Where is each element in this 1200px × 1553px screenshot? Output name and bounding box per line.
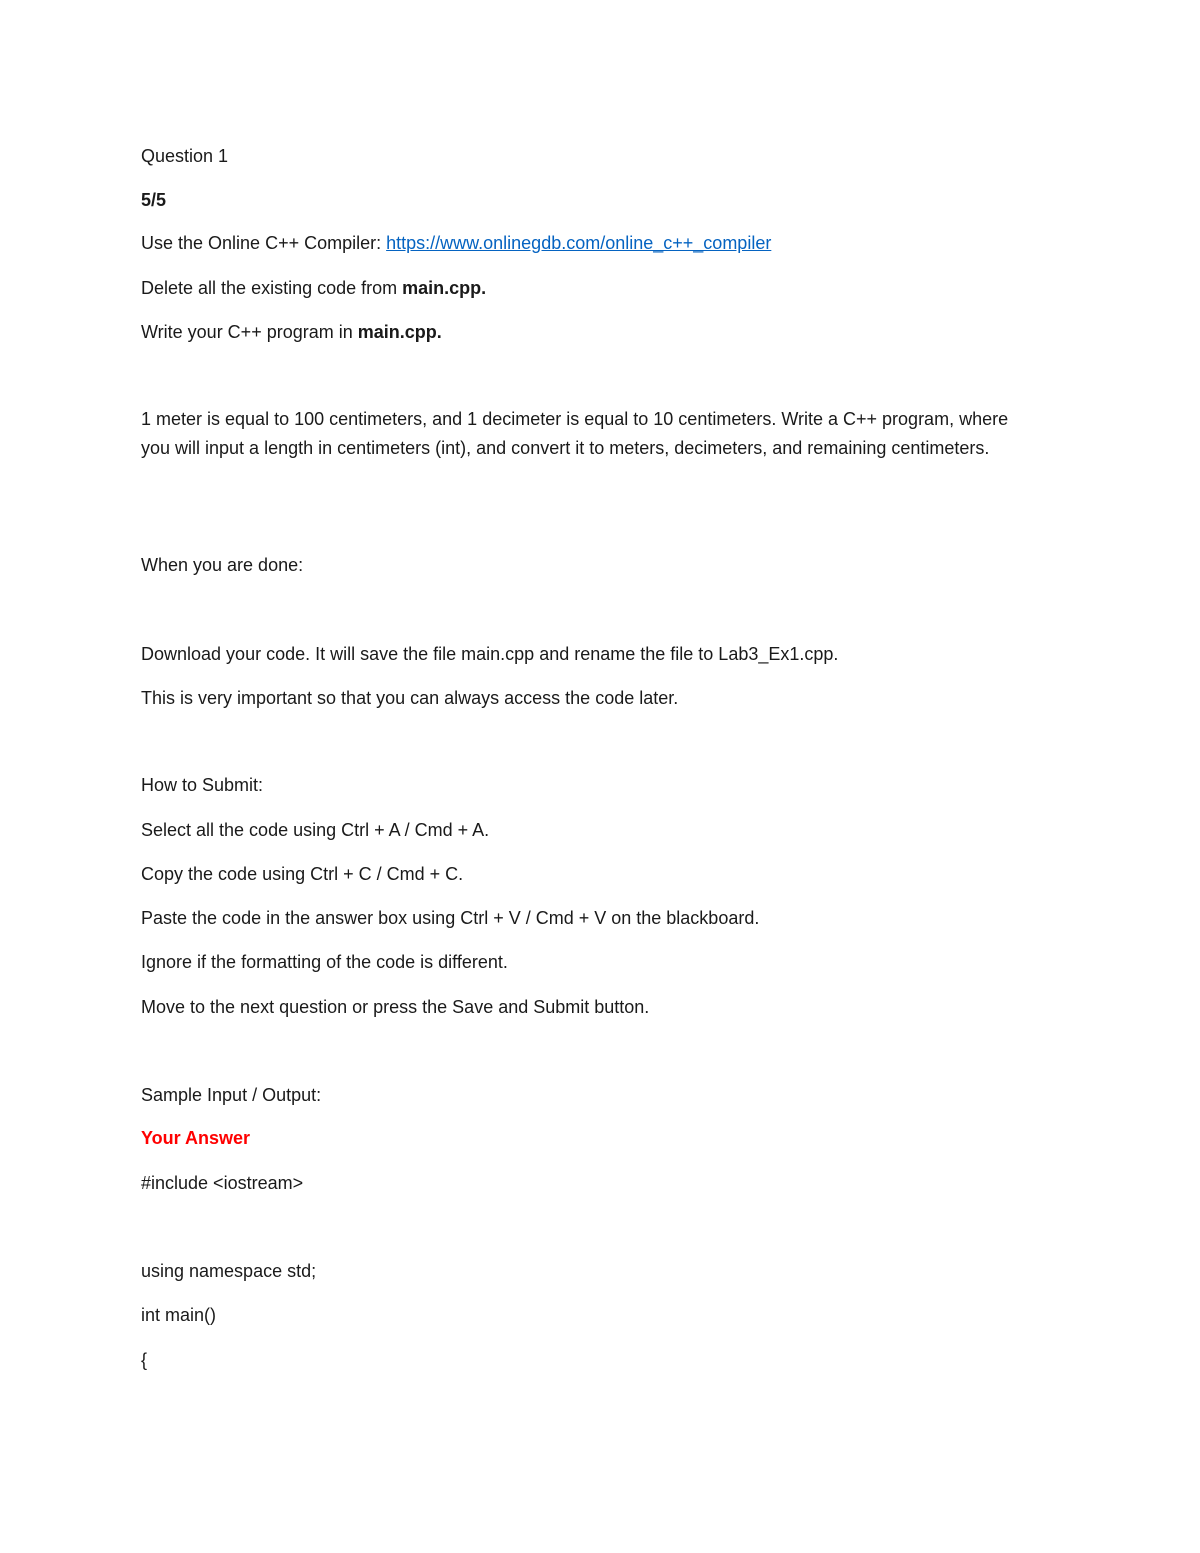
- delete-file: main.cpp.: [402, 278, 487, 298]
- code-line: #include <iostream>: [141, 1173, 304, 1193]
- submit-step: Paste the code in the answer box using Ctrl + V / Cmd + V on the blackboard.: [141, 908, 760, 928]
- code-line: using namespace std;: [141, 1261, 317, 1281]
- problem-statement: 1 meter is equal to 100 centimeters, and 1 decimeter is equal to 10 centimeters. Write a C++ program, where you will input a length in centimeters (int), and convert it to meters, decimeters, and remaining centimeters.: [141, 409, 1009, 458]
- submit-step: Copy the code using Ctrl + C / Cmd + C.: [141, 864, 464, 884]
- code-line: {: [141, 1350, 148, 1370]
- write-instruction: [141, 322, 442, 342]
- compiler-link[interactable]: https://www.onlinegdb.com/online_c++_compiler: [386, 233, 772, 253]
- submit-step: Ignore if the formatting of the code is different.: [141, 952, 508, 972]
- download-instruction: Download your code. It will save the file main.cpp and rename the file to Lab3_Ex1.cpp.: [141, 644, 839, 664]
- answer-label: Your Answer: [141, 1128, 251, 1148]
- submit-step: Select all the code using Ctrl + A / Cmd + A.: [141, 820, 490, 840]
- submit-heading: How to Submit:: [141, 775, 264, 795]
- write-prefix: Write your C++ program in: [141, 322, 358, 342]
- important-note: This is very important so that you can always access the code later.: [141, 688, 679, 708]
- compiler-instruction: [141, 233, 771, 253]
- delete-prefix: Delete all the existing code from: [141, 278, 403, 298]
- question-score: 5/5: [141, 190, 167, 210]
- delete-instruction: [141, 278, 486, 298]
- submit-step: Move to the next question or press the Save and Submit button.: [141, 997, 650, 1017]
- done-heading: When you are done:: [141, 555, 304, 575]
- code-line: int main(): [141, 1305, 217, 1325]
- question-title: Question 1: [141, 146, 229, 166]
- compiler-prefix: Use the Online C++ Compiler:: [141, 233, 387, 253]
- sample-heading: Sample Input / Output:: [141, 1085, 322, 1105]
- write-file: main.cpp.: [357, 322, 442, 342]
